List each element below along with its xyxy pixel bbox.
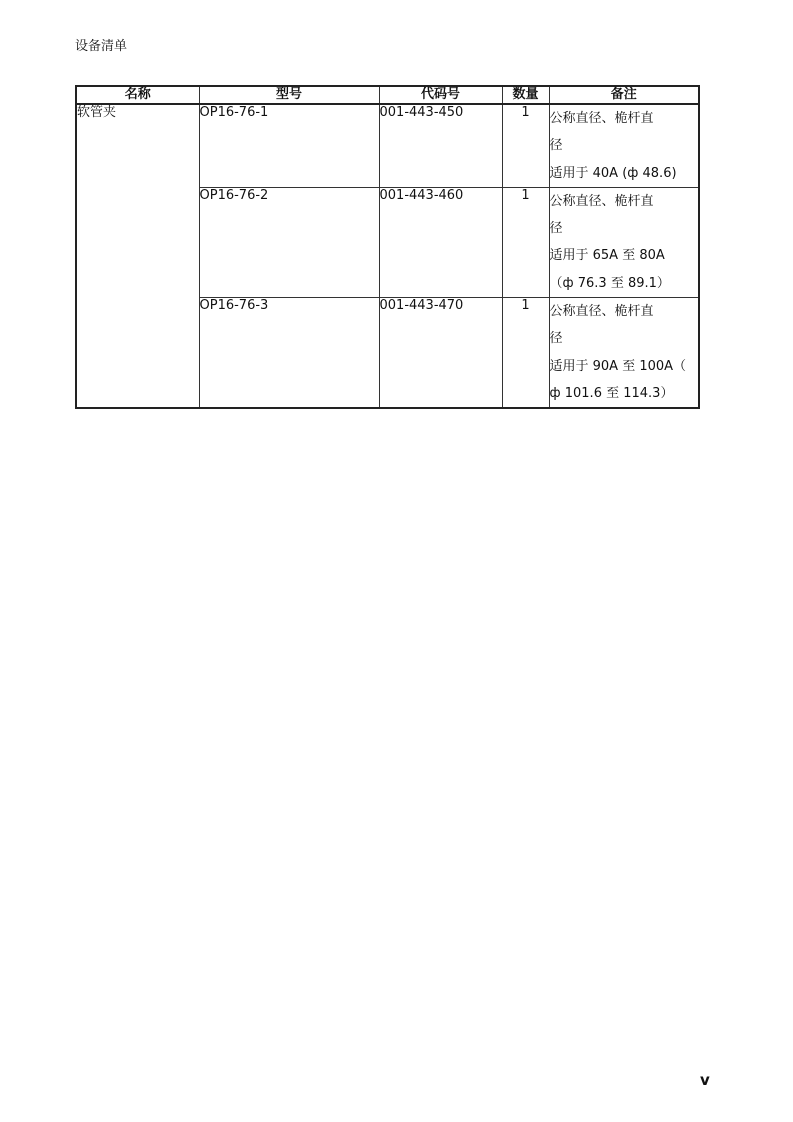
note-line: 公称直径、桅杆直 bbox=[549, 111, 654, 126]
header-name: 名称 bbox=[76, 86, 199, 104]
note-line: 公称直径、桅杆直 bbox=[549, 193, 654, 209]
note-line: 径 bbox=[549, 221, 563, 237]
note-line: 径 bbox=[549, 138, 563, 154]
note-line: （ф 76.3 至 89.1） bbox=[549, 275, 670, 291]
model-cell: OP16-76-3 bbox=[199, 298, 379, 409]
model-cell: OP16-76-1 bbox=[199, 104, 379, 187]
quantity-cell: 1 bbox=[502, 104, 549, 187]
header-code: 代码号 bbox=[379, 86, 502, 104]
equipment-list-table bbox=[75, 85, 700, 409]
note-line: 公称直径、桅杆直 bbox=[549, 304, 654, 320]
code-cell: 001-443-460 bbox=[379, 187, 502, 297]
document-title: 设备清单 bbox=[75, 39, 128, 54]
header-notes: 备注 bbox=[549, 86, 699, 104]
quantity-cell: 1 bbox=[502, 298, 549, 409]
note-line: ф 101.6 至 114.3） bbox=[549, 385, 674, 401]
quantity-cell: 1 bbox=[502, 187, 549, 297]
note-line: 适用于 40A (ф 48.6) bbox=[549, 165, 677, 181]
code-cell: 001-443-450 bbox=[379, 104, 502, 187]
header-quantity: 数量 bbox=[502, 86, 549, 104]
table-header-row bbox=[76, 86, 699, 104]
note-line: 径 bbox=[549, 331, 563, 347]
page-number: v bbox=[700, 1071, 710, 1089]
model-cell: OP16-76-2 bbox=[199, 187, 379, 297]
notes-cell bbox=[549, 104, 699, 187]
notes-cell bbox=[549, 298, 699, 409]
note-line: 适用于 90A 至 100A（ bbox=[549, 358, 687, 374]
note-line: 适用于 65A 至 80A bbox=[549, 248, 665, 264]
code-cell: 001-443-470 bbox=[379, 298, 502, 409]
item-name-cell: 软管夹 bbox=[76, 104, 199, 408]
header-model: 型号 bbox=[199, 86, 379, 104]
notes-cell bbox=[549, 187, 699, 297]
table-row bbox=[76, 104, 699, 187]
